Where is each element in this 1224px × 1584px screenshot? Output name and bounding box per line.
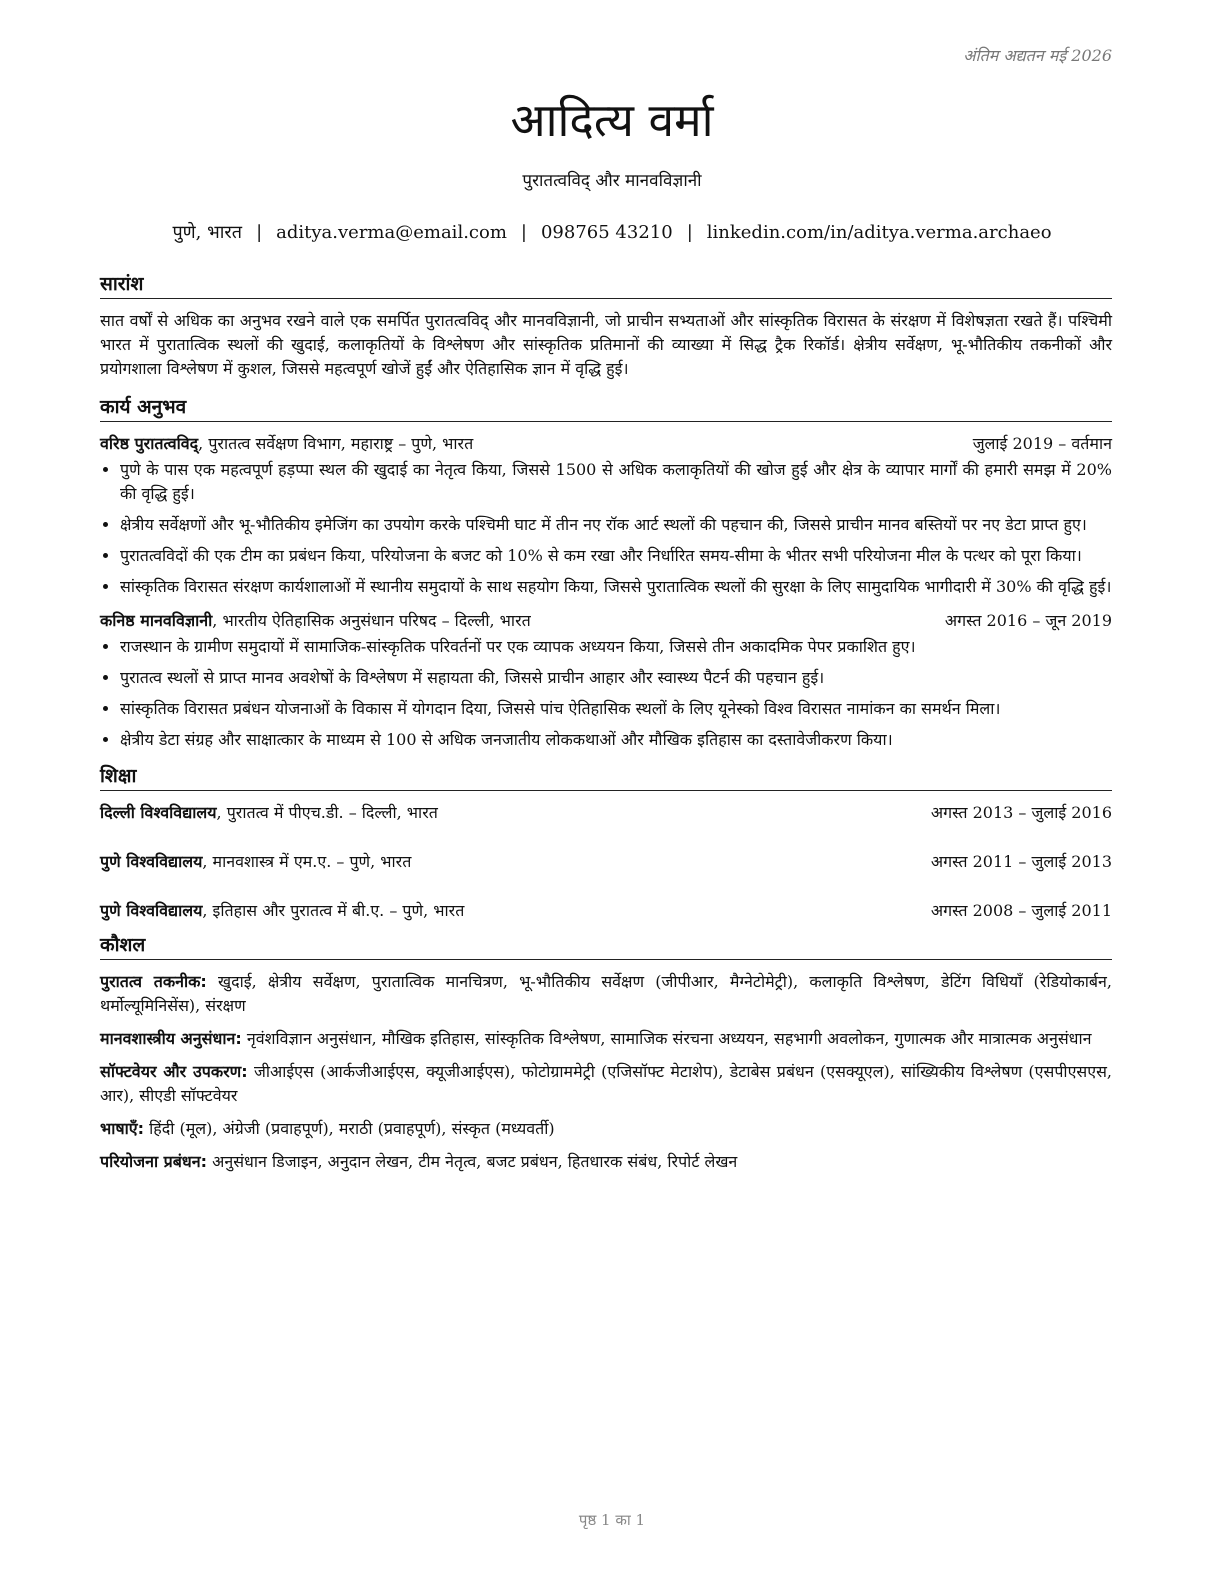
email-link[interactable]: aditya.verma@email.com (276, 222, 507, 243)
skill-text: खुदाई, क्षेत्रीय सर्वेक्षण, पुरातात्विक मानचित्रण, भू-भौतिकीय सर्वेक्षण (जीपीआर, मैग्नेटोमेट्री), कलाकृति विश्लेषण, डेटिंग विधियाँ (रेडियोकार्बन, थर्मोल्यूमिनिसेंस), संरक्षण (100, 972, 1112, 1015)
job-dates: जुलाई 2019 – वर्तमान (972, 434, 1112, 453)
experience-heading: कार्य अनुभव (100, 393, 1112, 422)
job-role: वरिष्ठ पुरातत्वविद् (100, 434, 199, 453)
job-bullets (100, 635, 1112, 752)
job-org: , भारतीय ऐतिहासिक अनुसंधान परिषद – दिल्ली, भारत (212, 611, 531, 630)
education-detail: , इतिहास और पुरातत्व में बी.ए. – पुणे, भारत (202, 901, 465, 920)
contact-separator: | (520, 222, 527, 243)
skill-row (100, 1117, 1112, 1141)
skill-label: परियोजना प्रबंधन: (100, 1152, 208, 1171)
education-school-detail (100, 899, 464, 923)
education-school: पुणे विश्वविद्यालय (100, 852, 203, 871)
job-org: , पुरातत्व सर्वेक्षण विभाग, महाराष्ट्र – पुणे, भारत (198, 434, 474, 453)
list-item: • पुरातत्व स्थलों से प्राप्त मानव अवशेषों के विश्लेषण में सहायता की, जिससे प्राचीन आहार और स्वास्थ्य पैटर्न की पहचान हुई। (120, 666, 1112, 690)
skill-row (100, 1150, 1112, 1174)
contact-line (0, 220, 1224, 244)
education-dates: अगस्त 2013 – जुलाई 2016 (930, 803, 1112, 822)
skill-row (100, 970, 1112, 1018)
education-heading: शिक्षा (100, 762, 1112, 791)
summary-text: सात वर्षों से अधिक का अनुभव रखने वाले एक समर्पित पुरातत्वविद् और मानवविज्ञानी, जो प्राचीन सभ्यताओं और सांस्कृतिक विरासत के संरक्षण में विशेषज्ञता रखते हैं। पश्चिमी भारत में पुरातात्विक स्थलों की खुदाई, कलाकृतियों के विश्लेषण और सांस्कृतिक प्रतिमानों की व्याख्या में सिद्ध ट्रैक रिकॉर्ड। क्षेत्रीय सर्वेक्षण, भू-भौतिकीय तकनीकों और प्रयोगशाला विश्लेषण में कुशल, जिससे महत्वपूर्ण खोजें हुईं और ऐतिहासिक ज्ञान में वृद्धि हुई। (100, 311, 1112, 378)
job-entry (100, 609, 1112, 752)
education-entry (100, 850, 1112, 874)
job-header (100, 609, 1112, 633)
education-detail: , पुरातत्व में पीएच.डी. – दिल्ली, भारत (216, 803, 438, 822)
list-item: • क्षेत्रीय डेटा संग्रह और साक्षात्कार के माध्यम से 100 से अधिक जनजातीय लोककथाओं और मौखिक इतिहास का दस्तावेजीकरण किया। (120, 728, 1112, 752)
education-school-detail (100, 850, 411, 874)
education-entry (100, 801, 1112, 825)
job-entry (100, 432, 1112, 599)
list-item: • क्षेत्रीय सर्वेक्षणों और भू-भौतिकीय इमेजिंग का उपयोग करके पश्चिमी घाट में तीन नए रॉक आर्ट स्थलों की पहचान की, जिससे प्राचीन मानव बस्तियों पर नए डेटा प्राप्त हुए। (120, 513, 1112, 537)
list-item: • पुरातत्वविदों की एक टीम का प्रबंधन किया, परियोजना के बजट को 10% से कम रखा और निर्धारित समय-सीमा के भीतर सभी परियोजना मील के पत्थर को पूरा किया। (120, 544, 1112, 568)
skill-label: मानवशास्त्रीय अनुसंधान: (100, 1029, 242, 1048)
education-school-detail (100, 801, 438, 825)
list-item: • पुणे के पास एक महत्वपूर्ण हड़प्पा स्थल की खुदाई का नेतृत्व किया, जिससे 1500 से अधिक कलाकृतियों की खोज हुई और क्षेत्र के व्यापार मार्गों की हमारी समझ में 20% की वृद्धि हुई। (120, 458, 1112, 506)
list-item: • सांस्कृतिक विरासत संरक्षण कार्यशालाओं में स्थानीय समुदायों के साथ सहयोग किया, जिससे पुरातात्विक स्थलों की सुरक्षा के लिए सामुदायिक भागीदारी में 30% की वृद्धि हुई। (120, 575, 1112, 599)
last-updated: अंतिम अद्यतन मई 2026 (963, 46, 1112, 65)
resume-content (100, 270, 1112, 1183)
job-bullets (100, 458, 1112, 599)
skill-row (100, 1027, 1112, 1051)
candidate-name: आदित्य वर्मा (510, 93, 714, 147)
education-school: दिल्ली विश्वविद्यालय (100, 803, 217, 822)
education-entry (100, 899, 1112, 923)
contact-separator: | (686, 222, 693, 243)
summary-heading: सारांश (100, 270, 1112, 299)
list-item: • राजस्थान के ग्रामीण समुदायों में सामाजिक-सांस्कृतिक परिवर्तनों पर एक व्यापक अध्ययन किया, जिससे तीन अकादमिक पेपर प्रकाशित हुए। (120, 635, 1112, 659)
candidate-title: पुरातत्वविद् और मानवविज्ञानी (522, 171, 702, 191)
job-dates: अगस्त 2016 – जून 2019 (944, 611, 1112, 630)
skill-text: नृवंशविज्ञान अनुसंधान, मौखिक इतिहास, सांस्कृतिक विश्लेषण, सामाजिक संरचना अध्ययन, सहभागी अवलोकन, गुणात्मक और मात्रात्मक अनुसंधान (241, 1029, 1092, 1048)
skill-label: भाषाएँ: (100, 1119, 145, 1138)
phone-number: 098765 43210 (540, 222, 673, 243)
location: पुणे, भारत (172, 222, 243, 243)
skill-text: अनुसंधान डिजाइन, अनुदान लेखन, टीम नेतृत्व, बजट प्रबंधन, हितधारक संबंध, रिपोर्ट लेखन (207, 1152, 738, 1171)
education-dates: अगस्त 2008 – जुलाई 2011 (930, 901, 1112, 920)
list-item: • सांस्कृतिक विरासत प्रबंधन योजनाओं के विकास में योगदान दिया, जिससे पांच ऐतिहासिक स्थलों के लिए यूनेस्को विश्व विरासत नामांकन का समर्थन मिला। (120, 697, 1112, 721)
page-number: पृष्ठ 1 का 1 (578, 1511, 646, 1529)
linkedin-link[interactable]: linkedin.com/in/aditya.verma.archaeo (706, 222, 1052, 243)
job-header (100, 432, 1112, 456)
job-role: कनिष्ठ मानवविज्ञानी (100, 611, 213, 630)
skill-label: सॉफ्टवेयर और उपकरण: (100, 1062, 248, 1081)
education-school: पुणे विश्वविद्यालय (100, 901, 203, 920)
skill-text: जीआईएस (आर्कजीआईएस, क्यूजीआईएस), फोटोग्राममेट्री (एजिसॉफ्ट मेटाशेप), डेटाबेस प्रबंधन (एसक्यूएल), सांख्यिकीय विश्लेषण (एसपीएसएस, आर), सीएडी सॉफ्टवेयर (100, 1062, 1112, 1105)
skills-heading: कौशल (100, 931, 1112, 960)
education-detail: , मानवशास्त्र में एम.ए. – पुणे, भारत (202, 852, 412, 871)
education-dates: अगस्त 2011 – जुलाई 2013 (930, 852, 1112, 871)
skill-row (100, 1060, 1112, 1108)
job-role-org (100, 432, 473, 456)
contact-separator: | (256, 222, 263, 243)
skill-label: पुरातत्व तकनीक: (100, 972, 207, 991)
skill-text: हिंदी (मूल), अंग्रेजी (प्रवाहपूर्ण), मराठी (प्रवाहपूर्ण), संस्कृत (मध्यवर्ती) (144, 1119, 555, 1138)
job-role-org (100, 609, 531, 633)
